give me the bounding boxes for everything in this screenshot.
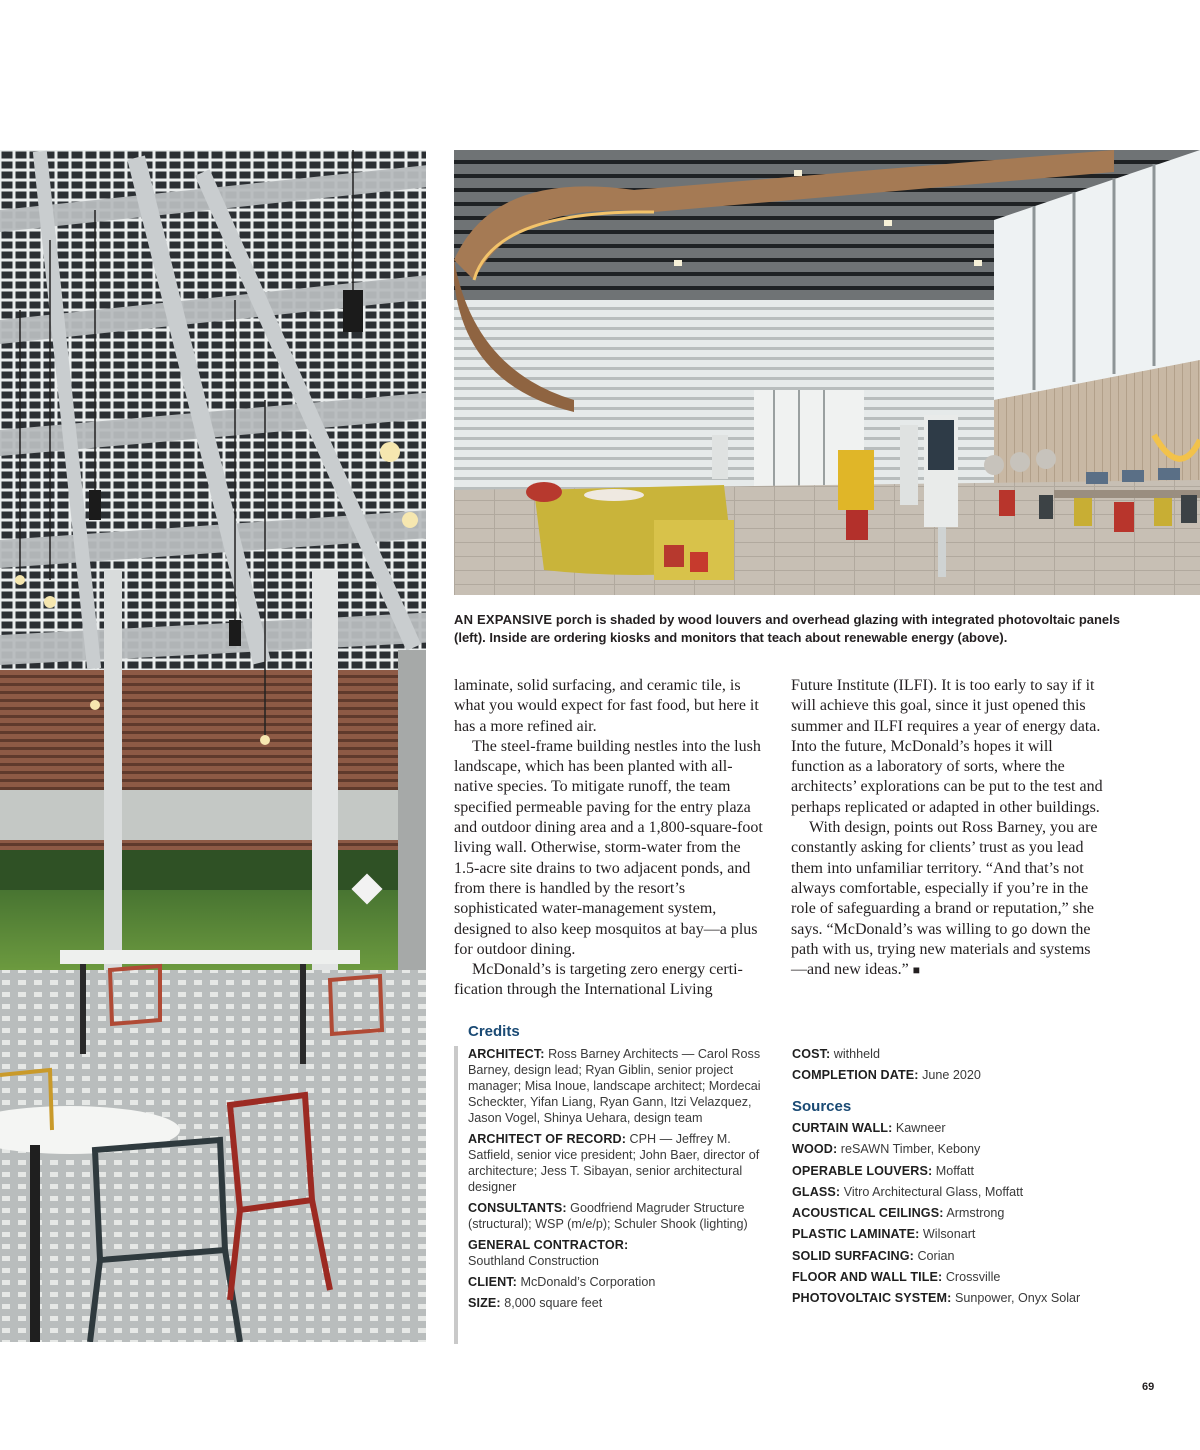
sources-heading: Sources bbox=[792, 1098, 852, 1115]
credit-consultants bbox=[468, 1200, 774, 1232]
source-item bbox=[792, 1248, 1142, 1264]
source-item bbox=[792, 1141, 1142, 1157]
photo-caption bbox=[454, 611, 1154, 647]
body-paragraph: laminate, solid surfacing, and ceramic tile, is what you would expect for fast food, but here it has a more refined air. bbox=[454, 677, 759, 735]
credits-list-right bbox=[792, 1046, 1122, 1089]
porch-photo bbox=[0, 150, 426, 1342]
credit-value: Ross Barney Architects — Carol Ross Barney, design lead; Ryan Giblin, senior project manager; Misa Inoue, landscape architect; Mordecai Scheckter, Yifan Liang, Ryan Gann, Itzi Velazquez, Jason Vogel, Shinya Uehara, design team bbox=[468, 1047, 761, 1125]
credit-label: COMPLETION DATE: bbox=[792, 1068, 919, 1083]
source-item bbox=[792, 1120, 1142, 1136]
source-item bbox=[792, 1290, 1142, 1306]
source-value: Armstrong bbox=[946, 1206, 1005, 1221]
credit-architect bbox=[468, 1046, 774, 1126]
credit-label: SIZE: bbox=[468, 1296, 501, 1310]
body-paragraph: McDonald’s is targeting zero energy certi-fication through the International Living bbox=[454, 961, 743, 999]
source-label: CURTAIN WALL: bbox=[792, 1121, 893, 1135]
credit-value: Southland Construction bbox=[468, 1254, 599, 1268]
body-paragraph: Future Institute (ILFI). It is too early to say if it will achieve this goal, since it just opened this summer and ILFI requires a year of energy data. Into the future, McDonald’s hopes it will function as a laboratory of sorts, where the architects’ explorations can be put to the test and perhaps replicated or adapted in other buildings. bbox=[791, 677, 1103, 816]
credit-label: ARCHITECT: bbox=[468, 1047, 545, 1061]
source-item bbox=[792, 1205, 1142, 1221]
source-value: reSAWN Timber, Kebony bbox=[840, 1142, 981, 1157]
interior-photo bbox=[454, 150, 1200, 595]
credit-label: GENERAL CONTRACTOR: bbox=[468, 1238, 629, 1252]
caption-text: porch is shaded by wood louvers and overhead glazing with integrated photovoltaic panels (left). Inside are ordering kiosks and monitors that teach about renewable energy (above). bbox=[454, 612, 1121, 645]
credit-value: 8,000 square feet bbox=[504, 1296, 603, 1310]
source-value: Kawneer bbox=[895, 1121, 946, 1135]
source-label: PHOTOVOLTAIC SYSTEM: bbox=[792, 1291, 952, 1306]
source-item bbox=[792, 1226, 1142, 1242]
source-value: Vitro Architectural Glass, Moffatt bbox=[843, 1184, 1024, 1199]
credit-size bbox=[468, 1295, 774, 1311]
body-paragraph-text: With design, points out Ross Barney, you are constantly asking for clients’ trust as you lead them into unfamiliar territory. “And that’s not always comfortable, especially if you’re in the role of safeguarding a brand or reputation,” she says. “McDonald’s was willing to go down the path with us, trying new materials and systems—and new ideas.” bbox=[791, 819, 1098, 979]
source-label: WOOD: bbox=[792, 1142, 838, 1157]
credit-value: withheld bbox=[833, 1047, 880, 1061]
source-value: Crossville bbox=[945, 1270, 1001, 1285]
credit-general-contractor bbox=[468, 1237, 774, 1269]
source-value: Wilsonart bbox=[922, 1227, 976, 1242]
credit-cost bbox=[792, 1046, 1122, 1062]
source-item bbox=[792, 1163, 1142, 1179]
source-item bbox=[792, 1184, 1142, 1200]
source-value: Moffatt bbox=[935, 1163, 975, 1178]
source-label: PLASTIC LAMINATE: bbox=[792, 1227, 920, 1242]
source-label: FLOOR AND WALL TILE: bbox=[792, 1270, 943, 1285]
credits-list bbox=[468, 1046, 774, 1316]
sources-list bbox=[792, 1120, 1142, 1312]
source-value: Sunpower, Onyx Solar bbox=[954, 1291, 1081, 1306]
source-label: ACOUSTICAL CEILINGS: bbox=[792, 1206, 944, 1221]
source-label: OPERABLE LOUVERS: bbox=[792, 1163, 933, 1178]
body-column-1 bbox=[454, 676, 766, 1001]
source-label: GLASS: bbox=[792, 1184, 841, 1199]
source-item bbox=[792, 1269, 1142, 1285]
page-number: 69 bbox=[1142, 1381, 1155, 1393]
credit-label: COST: bbox=[792, 1047, 831, 1061]
credit-label: ARCHITECT OF RECORD: bbox=[468, 1132, 627, 1146]
end-mark: ■ bbox=[912, 963, 920, 978]
credit-architect-of-record bbox=[468, 1131, 774, 1195]
credit-value: June 2020 bbox=[922, 1068, 981, 1083]
credit-label: CLIENT: bbox=[468, 1275, 517, 1289]
source-value: Corian bbox=[917, 1248, 955, 1263]
credit-value: McDonald’s Corporation bbox=[520, 1275, 656, 1289]
caption-lead: AN EXPANSIVE bbox=[454, 612, 553, 627]
credit-label: CONSULTANTS: bbox=[468, 1201, 567, 1215]
body-paragraph bbox=[791, 818, 1103, 980]
credit-value: CPH — Jeffrey M. Satfield, senior vice president; John Baer, director of architecture; Jess T. Sibayan, senior architectural designer bbox=[468, 1132, 760, 1194]
credit-client bbox=[468, 1274, 774, 1290]
source-label: SOLID SURFACING: bbox=[792, 1248, 914, 1263]
credit-completion-date bbox=[792, 1067, 1122, 1083]
body-paragraph: The steel-frame building nestles into the lush landscape, which has been planted with all-native species. To mitigate runoff, the team specified permeable paving for the entry plaza and outdoor dining area and a 1,800-square-foot living wall. Otherwise, storm-water from the 1.5-acre site drains to two adjacent ponds, and from there is handled by the resort’s sophisticated water-management system, designed to also keep mosquitos at bay—a plus for outdoor dining. bbox=[454, 737, 763, 958]
credit-value: Goodfriend Magruder Structure (structural); WSP (m/e/p); Schuler Shook (lighting) bbox=[468, 1201, 748, 1231]
body-column-2 bbox=[791, 676, 1103, 980]
credits-heading: Credits bbox=[468, 1023, 520, 1040]
